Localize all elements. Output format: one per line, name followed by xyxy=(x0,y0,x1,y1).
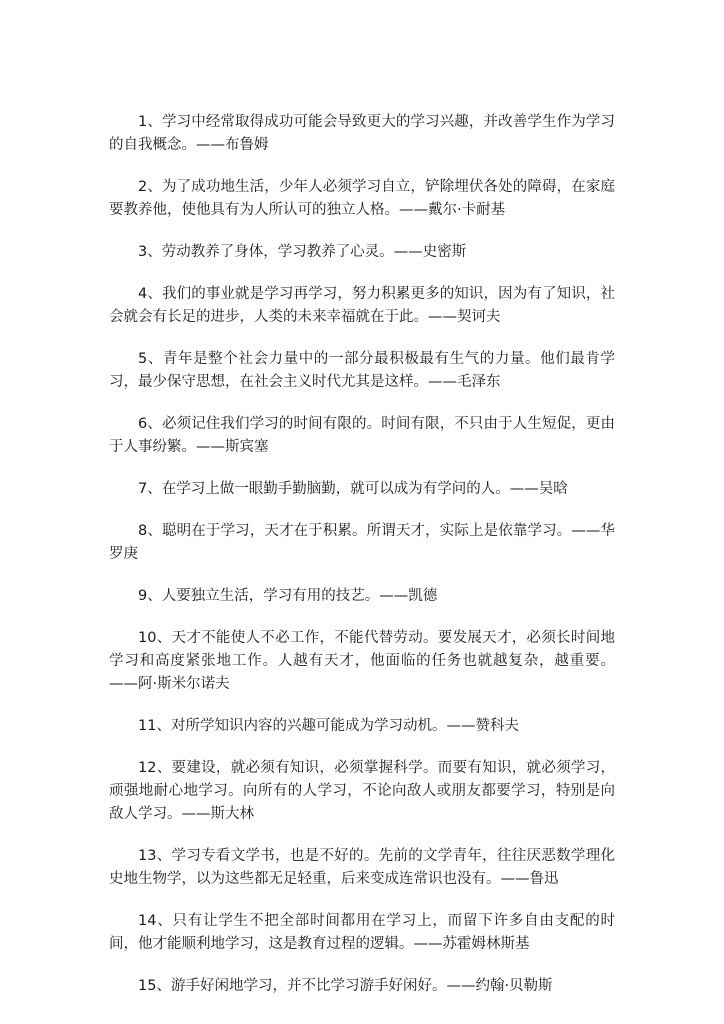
quote-item: 13、学习专看文学书，也是不好的。先前的文学青年，往往厌恶数学理化史地生物学，以为这些都无足轻重，后来变成连常识也没有。——鲁迅 xyxy=(109,848,615,887)
quote-list xyxy=(109,111,615,1017)
quote-item: 5、青年是整个社会力量中的一部分最积极最有生气的力量。他们最肯学习，最少保守思想，在社会主义时代尤其是这样。——毛泽东 xyxy=(109,351,615,390)
quote-item: 6、必须记住我们学习的时间有限的。时间有限，不只由于人生短促，更由于人事纷繁。——斯宾塞 xyxy=(109,416,615,455)
quote-item: 7、在学习上做一眼勤手勤脑勤，就可以成为有学问的人。——吴晗 xyxy=(138,481,568,497)
quote-item: 10、天才不能使人不必工作，不能代替劳动。要发展天才，必须长时间地学习和高度紧张地工作。人越有天才，他面临的任务也就越复杂，越重要。——阿·斯米尔诺夫 xyxy=(109,630,615,692)
quote-item: 8、聪明在于学习，天才在于积累。所谓天才，实际上是依靠学习。——华罗庚 xyxy=(109,523,615,562)
quote-item: 2、为了成功地生活，少年人必须学习自立，铲除埋伏各处的障碍，在家庭要教养他，使他具有为人所认可的独立人格。——戴尔·卡耐基 xyxy=(109,179,615,218)
quote-item: 15、游手好闲地学习，并不比学习游手好闲好。——约翰·贝勒斯 xyxy=(138,978,553,994)
quote-item: 14、只有让学生不把全部时间都用在学习上，而留下许多自由支配的时间，他才能顺利地学习，这是教育过程的逻辑。——苏霍姆林斯基 xyxy=(109,913,615,952)
quote-item: 12、要建设，就必须有知识，必须掌握科学。而要有知识，就必须学习，顽强地耐心地学习。向所有的人学习，不论向敌人或朋友都要学习，特别是向敌人学习。——斯大林 xyxy=(109,760,615,822)
quote-item: 3、劳动教养了身体，学习教养了心灵。——史密斯 xyxy=(138,244,467,260)
quote-item: 9、人要独立生活，学习有用的技艺。——凯德 xyxy=(138,588,438,604)
quote-item: 1、学习中经常取得成功可能会导致更大的学习兴趣，并改善学生作为学习的自我概念。——布鲁姆 xyxy=(109,114,615,153)
quote-item: 4、我们的事业就是学习再学习，努力积累更多的知识，因为有了知识，社会就会有长足的进步，人类的未来幸福就在于此。——契诃夫 xyxy=(109,286,615,325)
quote-item: 11、对所学知识内容的兴趣可能成为学习动机。——赞科夫 xyxy=(138,718,519,734)
